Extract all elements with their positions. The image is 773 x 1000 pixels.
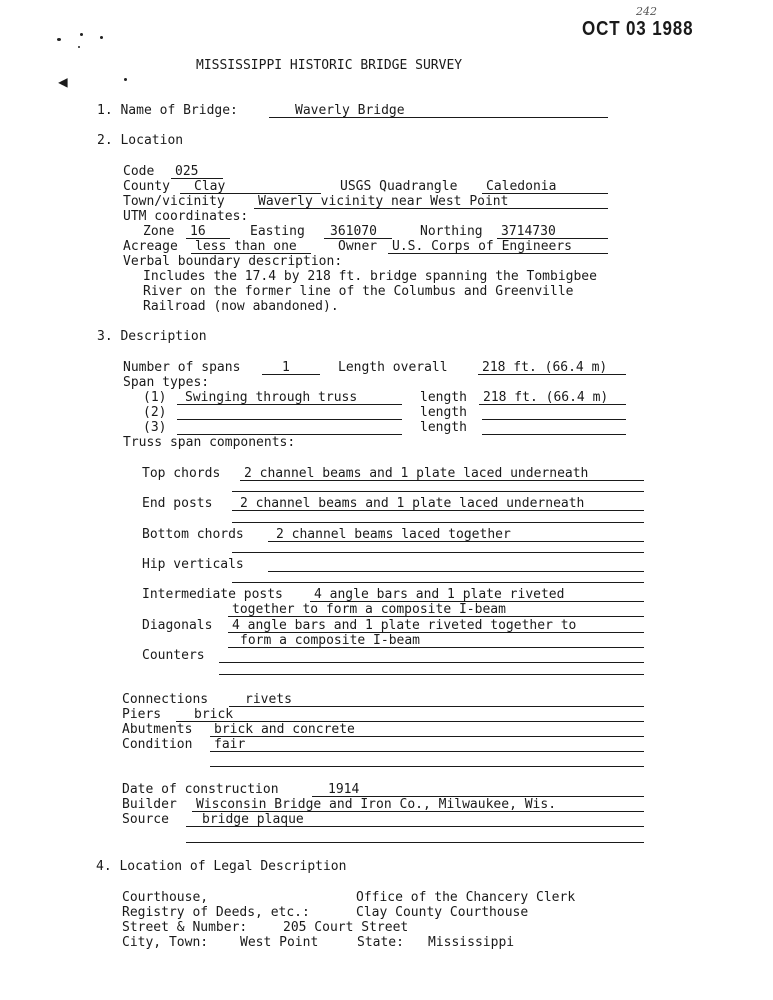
owner-field: U.S. Corps of Engineers	[388, 239, 608, 254]
counters-field	[219, 648, 644, 663]
location-heading: 2. Location	[97, 133, 184, 148]
verbal-line: Railroad (now abandoned).	[143, 299, 339, 314]
span-type-field	[177, 420, 402, 435]
courthouse-value: Office of the Chancery Clerk	[356, 890, 576, 905]
registry-label: Registry of Deeds, etc.:	[122, 905, 310, 920]
utm-label: UTM coordinates:	[123, 209, 249, 224]
hip-verticals-field	[268, 557, 644, 572]
span-length-label: length	[420, 390, 467, 405]
span-length-field: 218 ft. (66.4 m)	[479, 390, 626, 405]
scan-speck	[124, 78, 127, 81]
city-value: West Point	[240, 935, 319, 950]
diagonals-field: 4 angle bars and 1 plate riveted together to	[228, 618, 644, 633]
owner-label: Owner	[338, 239, 378, 254]
state-label: State:	[357, 935, 404, 950]
top-chords-field: 2 channel beams and 1 plate laced underneath	[240, 466, 644, 481]
verbal-line: Includes the 17.4 by 218 ft. bridge spanning the Tombigbee	[143, 269, 597, 284]
acreage-field: less than one	[191, 239, 311, 254]
easting-label: Easting	[250, 224, 305, 239]
received-date-stamp: OCT 03 1988	[582, 18, 694, 40]
length-overall-field: 218 ft. (66.4 m)	[478, 360, 626, 375]
scan-speck	[57, 38, 61, 41]
span-type-field: Swinging through truss	[177, 390, 402, 405]
builder-field: Wisconsin Bridge and Iron Co., Milwaukee, Wis.	[192, 797, 644, 812]
spans-label: Number of spans	[123, 360, 241, 375]
bridge-name-label: 1. Name of Bridge:	[97, 103, 238, 118]
span-types-label: Span types:	[123, 375, 210, 390]
street-label: Street & Number:	[122, 920, 248, 935]
description-heading: 3. Description	[97, 329, 207, 344]
span-length-field	[482, 420, 626, 435]
top-chords-label: Top chords	[142, 466, 221, 481]
diagonals-field-cont: form a composite I-beam	[228, 633, 644, 648]
abutments-label: Abutments	[122, 722, 193, 737]
verbal-line: River on the former line of the Columbus and Greenville	[143, 284, 574, 299]
hip-verticals-label: Hip verticals	[142, 557, 244, 572]
blank-line	[232, 522, 644, 523]
diagonals-label: Diagonals	[142, 618, 213, 633]
blank-line	[210, 766, 644, 767]
acreage-label: Acreage	[123, 239, 178, 254]
spans-field: 1	[262, 360, 320, 375]
end-posts-label: End posts	[142, 496, 213, 511]
blank-line	[232, 491, 644, 492]
bottom-chords-field: 2 channel beams laced together	[268, 527, 644, 542]
scan-speck	[100, 36, 103, 39]
northing-field: 3714730	[497, 224, 608, 239]
courthouse-label: Courthouse,	[122, 890, 209, 905]
blank-line	[232, 582, 644, 583]
city-label: City, Town:	[122, 935, 209, 950]
verbal-label: Verbal boundary description:	[123, 254, 343, 269]
components-label: Truss span components:	[123, 435, 296, 450]
bottom-chords-label: Bottom chords	[142, 527, 244, 542]
span-type-number: (3)	[143, 420, 167, 435]
page-title: MISSISSIPPI HISTORIC BRIDGE SURVEY	[196, 58, 463, 73]
handwritten-number: 242	[636, 5, 657, 18]
span-type-field	[177, 405, 402, 420]
town-label: Town/vicinity	[123, 194, 225, 209]
date-label: Date of construction	[122, 782, 279, 797]
condition-field: fair	[210, 737, 644, 752]
intermediate-posts-field: 4 angle bars and 1 plate riveted	[310, 587, 644, 602]
state-value: Mississippi	[428, 935, 515, 950]
connections-field: rivets	[229, 692, 644, 707]
scan-speck	[78, 46, 80, 48]
intermediate-posts-field-cont: together to form a composite I-beam	[228, 602, 644, 617]
scan-speck	[80, 33, 83, 36]
span-length-label: length	[420, 405, 467, 420]
code-label: Code	[123, 164, 155, 179]
usgs-field: Caledonia	[482, 179, 608, 194]
northing-label: Northing	[420, 224, 483, 239]
date-field: 1914	[312, 782, 644, 797]
abutments-field: brick and concrete	[210, 722, 644, 737]
length-overall-label: Length overall	[338, 360, 448, 375]
condition-label: Condition	[122, 737, 193, 752]
code-field: 025	[171, 164, 223, 179]
bridge-name-field: Waverly Bridge	[269, 103, 608, 118]
builder-label: Builder	[122, 797, 177, 812]
source-field: bridge plaque	[186, 812, 644, 827]
usgs-label: USGS Quadrangle	[340, 179, 458, 194]
blank-line	[186, 842, 644, 843]
span-length-label: length	[420, 420, 467, 435]
piers-field: brick	[176, 707, 644, 722]
legal-heading: 4. Location of Legal Description	[96, 859, 347, 874]
span-length-field	[482, 405, 626, 420]
span-type-number: (2)	[143, 405, 167, 420]
county-label: County	[123, 179, 170, 194]
registry-value: Clay County Courthouse	[356, 905, 529, 920]
connections-label: Connections	[122, 692, 209, 707]
zone-label: Zone	[143, 224, 175, 239]
town-field: Waverly vicinity near West Point	[254, 194, 608, 209]
span-type-number: (1)	[143, 390, 167, 405]
intermediate-posts-label: Intermediate posts	[142, 587, 283, 602]
arrow-mark: ◀	[58, 72, 68, 91]
easting-field: 361070	[324, 224, 392, 239]
county-field: Clay	[180, 179, 321, 194]
street-value: 205 Court Street	[283, 920, 409, 935]
piers-label: Piers	[122, 707, 162, 722]
counters-label: Counters	[142, 648, 205, 663]
zone-field: 16	[186, 224, 230, 239]
blank-line	[232, 552, 644, 553]
end-posts-field: 2 channel beams and 1 plate laced underneath	[232, 496, 644, 511]
blank-line	[219, 674, 644, 675]
source-label: Source	[122, 812, 169, 827]
